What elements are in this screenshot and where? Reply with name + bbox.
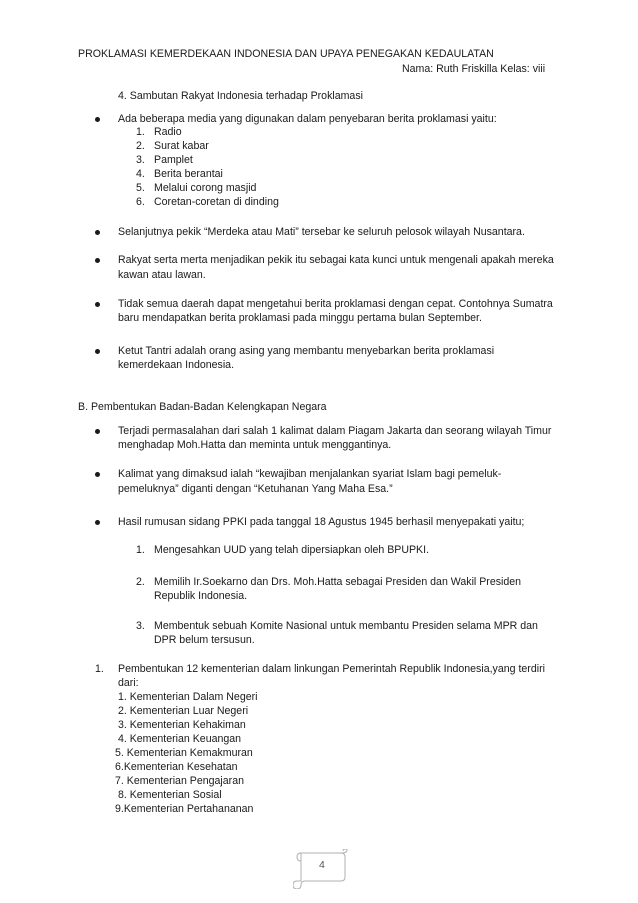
list-number: 1. bbox=[136, 126, 145, 138]
list-number: 4. bbox=[136, 168, 145, 180]
list-item: Pembentukan 12 kementerian dalam linkungan Pemerintah Republik Indonesia,yang terdiri bbox=[118, 663, 545, 675]
list-number: 3. bbox=[136, 620, 145, 632]
bullet-text: kemerdekaan Indonesia. bbox=[118, 359, 235, 371]
list-number: 3. bbox=[136, 154, 145, 166]
bullet-text: menghadap Moh.Hatta dan meminta untuk menggantinya. bbox=[118, 439, 392, 451]
document-title: PROKLAMASI KEMERDEKAAN INDONESIA DAN UPAYA PENEGAKAN KEDAULATAN bbox=[78, 48, 494, 60]
list-item: Mengesahkan UUD yang telah dipersiapkan oleh BPUPKI. bbox=[154, 544, 430, 556]
bullet-text: Ada beberapa media yang digunakan dalam penyebaran berita proklamasi yaitu: bbox=[118, 113, 497, 125]
bullet-text: Rakyat serta merta menjadikan pekik itu sebagai kata kunci untuk mengenali apakah mereka bbox=[118, 254, 554, 266]
bullet-text: Selanjutnya pekik “Merdeka atau Mati” tersebar ke seluruh pelosok wilayah Nusantara. bbox=[118, 226, 525, 238]
list-item: Berita berantai bbox=[154, 168, 223, 180]
list-number: 1. bbox=[95, 663, 104, 675]
bullet-icon bbox=[95, 349, 100, 354]
list-item: 4. Kementerian Keuangan bbox=[115, 733, 242, 745]
list-item: Coretan-coretan di dinding bbox=[154, 196, 279, 208]
list-item: 2. Kementerian Luar Negeri bbox=[115, 705, 249, 717]
bullet-text: Hasil rumusan sidang PPKI pada tanggal 18 Agustus 1945 berhasil menyepakati yaitu; bbox=[118, 516, 525, 528]
list-item: 5. Kementerian Kemakmuran bbox=[115, 747, 253, 759]
bullet-icon bbox=[95, 258, 100, 263]
list-item: dari: bbox=[118, 677, 139, 689]
list-number: 1. bbox=[136, 544, 145, 556]
bullet-text: kawan atau lawan. bbox=[118, 269, 206, 281]
author-info: Nama: Ruth Friskilla Kelas: viii bbox=[402, 63, 546, 75]
bullet-text: Terjadi permasalahan dari salah 1 kalimat dalam Piagam Jakarta dan seorang wilayah Timur bbox=[118, 425, 552, 437]
list-item: Republik Indonesia. bbox=[154, 590, 248, 602]
bullet-text: Ketut Tantri adalah orang asing yang membantu menyebarkan berita proklamasi bbox=[118, 345, 495, 357]
list-item: Surat kabar bbox=[154, 140, 209, 152]
bullet-icon bbox=[95, 117, 100, 122]
bullet-text: Tidak semua daerah dapat mengetahui berita proklamasi dengan cepat. Contohnya Sumatra bbox=[118, 298, 553, 310]
list-number: 2. bbox=[136, 576, 145, 588]
list-number: 2. bbox=[136, 140, 145, 152]
list-item: Pamplet bbox=[154, 154, 193, 166]
list-item: 6.Kementerian Kesehatan bbox=[115, 761, 238, 773]
list-item: 9.Kementerian Pertahananan bbox=[115, 803, 254, 815]
list-number: 5. bbox=[136, 182, 145, 194]
bullet-icon bbox=[95, 472, 100, 477]
page-number: 4 bbox=[319, 859, 325, 871]
list-item: Radio bbox=[154, 126, 182, 138]
page-number-scroll bbox=[293, 849, 351, 889]
bullet-icon bbox=[95, 302, 100, 307]
list-item: Memilih Ir.Soekarno dan Drs. Moh.Hatta sebagai Presiden dan Wakil Presiden bbox=[154, 576, 522, 588]
bullet-text: Kalimat yang dimaksud ialah “kewajiban menjalankan syariat Islam bagi pemeluk- bbox=[118, 468, 502, 480]
list-item: Melalui corong masjid bbox=[154, 182, 257, 194]
bullet-icon bbox=[95, 230, 100, 235]
bullet-icon bbox=[95, 429, 100, 434]
list-item: 8. Kementerian Sosial bbox=[115, 789, 222, 801]
list-item: 3. Kementerian Kehakiman bbox=[115, 719, 246, 731]
bullet-text: baru mendapatkan berita proklamasi pada minggu pertama bulan September. bbox=[118, 312, 482, 324]
section-heading: B. Pembentukan Badan-Badan Kelengkapan Negara bbox=[78, 401, 327, 413]
list-item: 1. Kementerian Dalam Negeri bbox=[115, 691, 258, 703]
list-item: 7. Kementerian Pengajaran bbox=[115, 775, 244, 787]
bullet-text: pemeluknya” diganti dengan “Ketuhanan Yang Maha Esa.” bbox=[118, 483, 393, 495]
list-item: DPR belum tersusun. bbox=[154, 634, 255, 646]
list-number: 6. bbox=[136, 196, 145, 208]
section-heading: 4. Sambutan Rakyat Indonesia terhadap Proklamasi bbox=[118, 90, 363, 102]
list-item: Membentuk sebuah Komite Nasional untuk membantu Presiden selama MPR dan bbox=[154, 620, 538, 632]
bullet-icon bbox=[95, 520, 100, 525]
